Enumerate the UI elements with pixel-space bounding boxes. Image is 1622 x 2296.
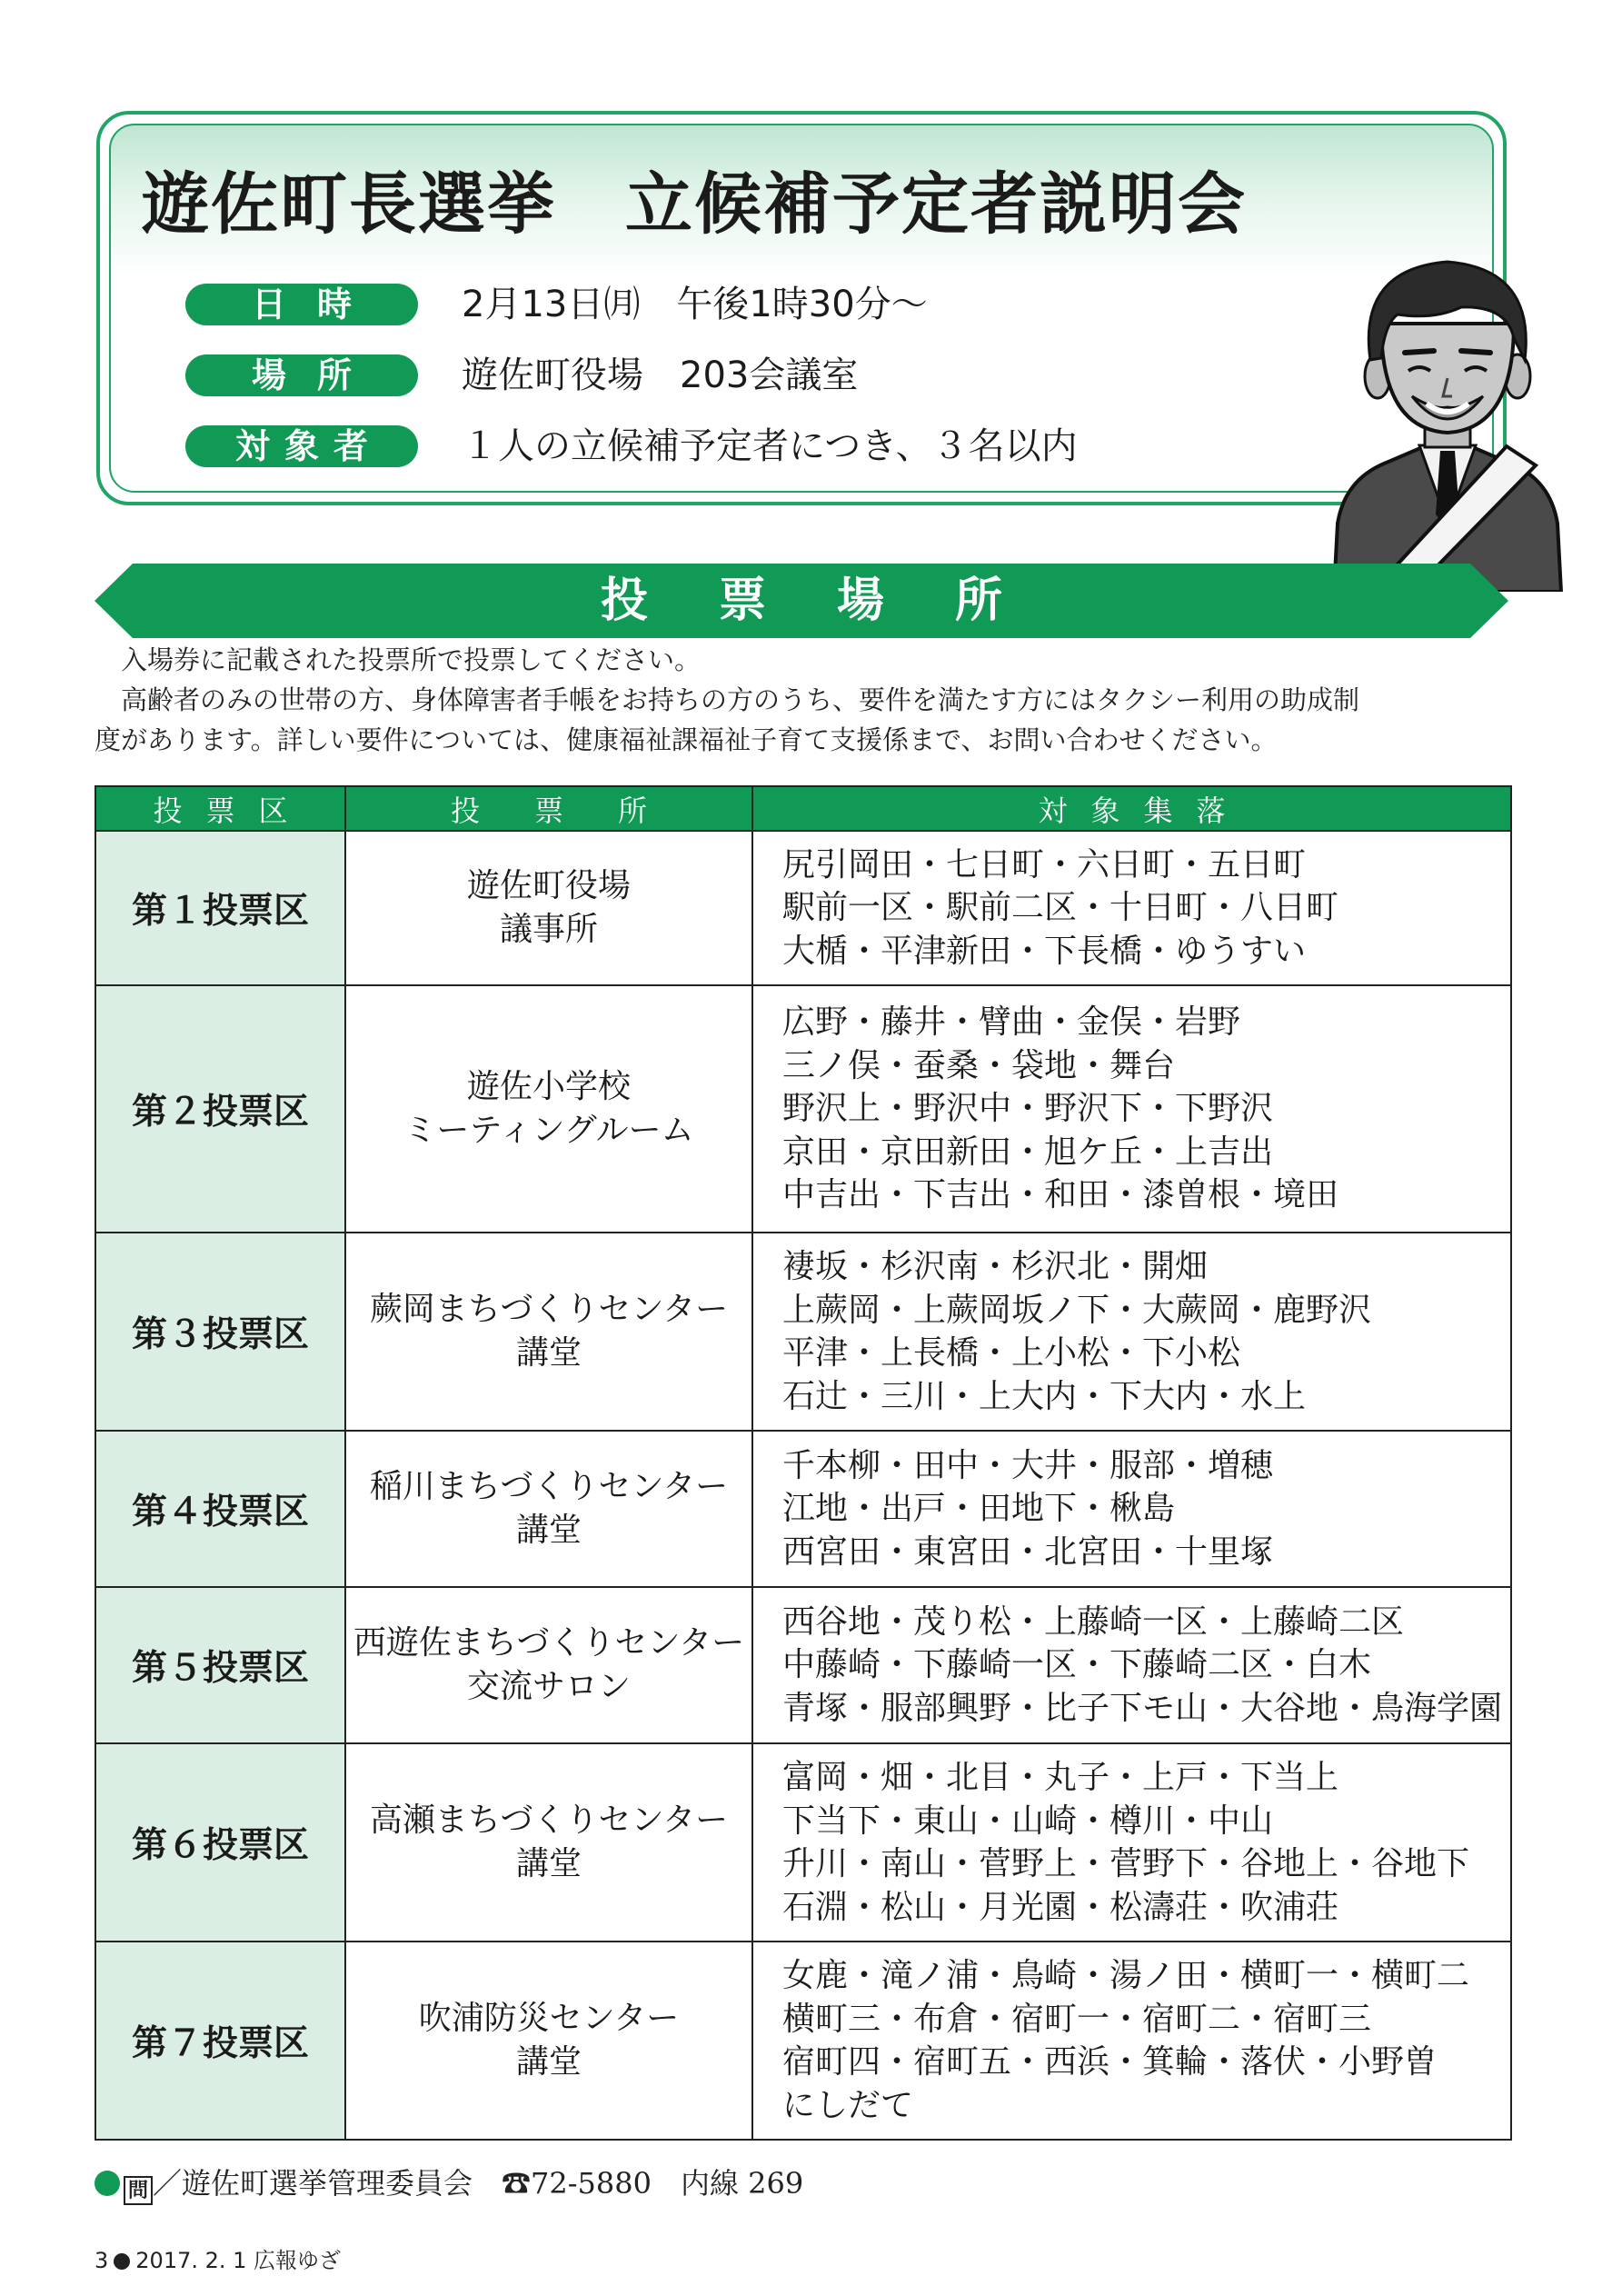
area-line: 三ノ俣・蚕桑・袋地・舞台 [782,1046,1176,1084]
area-line: 女鹿・滝ノ浦・鳥崎・湯ノ田・横町一・横町二 [782,1957,1470,1994]
place-room: 講堂 [515,2043,582,2081]
area-line: 青塚・服部興野・比子下モ山・大谷地・鳥海学園 [782,1689,1503,1727]
area-line: 中吉出・下吉出・和田・漆曽根・境田 [782,1176,1339,1214]
area-line: 江地・出戸・田地下・楸島 [782,1490,1176,1528]
area-line: 千本柳・田中・大井・服部・増穂 [782,1446,1274,1484]
section-title: 投票場所 [600,574,1073,628]
intro-line-2: 高齢者のみの世帯の方、身体障害者手帳をお持ちの方のうち、要件を満たす方にはタクシー利用の助成制 [95,684,1360,715]
area-line: 富岡・畑・北目・丸子・上戸・下当上 [782,1759,1339,1796]
bullet-dot-icon [114,2253,130,2270]
area-line: 京田・京田新田・旭ケ丘・上吉出 [782,1133,1274,1171]
page-number: 3 [95,2248,109,2273]
area-line: 褄坂・杉沢南・杉沢北・開畑 [782,1248,1209,1285]
area-line: 大楯・平津新田・下長橋・ゆうすい [782,932,1307,970]
area-line: 横町三・布倉・宿町一・宿町二・宿町三 [782,2000,1372,2038]
place-room: 講堂 [515,1334,582,1372]
place-name: 遊佐小学校 [466,1068,631,1105]
table-header-row [95,786,1511,831]
district-cell: 第１投票区 [95,831,345,985]
contact-info [95,2165,803,2205]
area-line: 駅前一区・駅前二区・十日町・八日町 [782,889,1339,927]
candidate-with-sash-icon [1325,251,1570,592]
place-cell [345,831,752,985]
areas-cell [752,1942,1511,2140]
place-cell [345,1233,752,1431]
district-cell: 第４投票区 [95,1431,345,1587]
label-place: 場所 [185,354,418,396]
place-cell [345,985,752,1233]
header-place: 投票所 [345,786,752,831]
area-line: 升川・南山・菅野上・菅野下・谷地上・谷地下 [782,1845,1470,1882]
table-row [95,1587,1511,1743]
area-line: 宿町四・宿町五・西浜・箕輪・落伏・小野曽 [782,2043,1438,2081]
areas-cell [752,831,1511,985]
area-line: 尻引岡田・七日町・六日町・五日町 [782,845,1307,883]
issue-info: 2017. 2. 1 広報ゆざ [135,2248,342,2273]
place-name: 遊佐町役場 [466,867,631,904]
area-line: 野沢上・野沢中・野沢下・下野沢 [782,1090,1274,1128]
areas-cell [752,1233,1511,1431]
place-room: ミーティングルーム [403,1112,694,1149]
table-row [95,985,1511,1233]
place-name: 高瀬まちづくりセンター [369,1802,729,1839]
district-cell: 第２投票区 [95,985,345,1233]
header-district: 投票区 [95,786,345,831]
place-name: 稲川まちづくりセンター [369,1468,729,1505]
table-row [95,1743,1511,1942]
value-date: 2月13日㈪ 午後1時30分～ [462,284,928,325]
table-row [95,1942,1511,2140]
header-areas: 対象集落 [752,786,1511,831]
page-footer [95,2247,341,2274]
areas-cell [752,1431,1511,1587]
district-cell: 第５投票区 [95,1587,345,1743]
briefing-inner [109,124,1494,493]
polling-place-table [95,785,1512,2141]
place-room: 交流サロン [466,1668,631,1705]
label-audience: 対象者 [185,425,418,467]
area-line: 下当下・東山・山崎・樽川・中山 [782,1802,1274,1840]
briefing-box [96,111,1507,505]
briefing-title: 遊佐町長選挙 立候補予定者説明会 [142,165,1247,244]
place-room: 議事所 [499,911,598,948]
place-cell [345,1587,752,1743]
table-row [95,831,1511,985]
section-banner [95,564,1508,638]
area-line: 中藤崎・下藤崎一区・下藤崎二区・白木 [782,1646,1372,1684]
area-line: 石淵・松山・月光園・松濤荘・吹浦荘 [782,1888,1339,1926]
areas-cell [752,985,1511,1233]
district-cell: 第７投票区 [95,1942,345,2140]
table-row [95,1233,1511,1431]
label-date: 日時 [185,284,418,325]
intro-line-1: 入場券に記載された投票所で投票してください。 [95,644,702,675]
area-line: 広野・藤井・臂曲・金俣・岩野 [782,1003,1241,1042]
place-name: 蕨岡まちづくりセンター [369,1291,729,1328]
place-cell [345,1431,752,1587]
place-cell [345,1743,752,1942]
area-line: 西谷地・茂り松・上藤崎一区・上藤崎二区 [782,1602,1405,1641]
area-line: 石辻・三川・上大内・下大内・水上 [782,1377,1307,1415]
district-cell: 第６投票区 [95,1743,345,1942]
value-audience: １人の立候補予定者につき、３名以内 [462,425,1078,467]
area-line: 平津・上長橋・上小松・下小松 [782,1334,1241,1372]
place-name: 吹浦防災センター [418,2000,680,2037]
area-line: 上蕨岡・上蕨岡坂ノ下・大蕨岡・鹿野沢 [782,1291,1372,1329]
area-line: にしだて [782,2086,914,2124]
green-dot-icon [95,2171,120,2196]
intro-line-3: 度があります。詳しい要件については、健康福祉課福祉子育て支援係まで、お問い合わせください。 [95,724,1278,755]
place-room: 講堂 [515,1845,582,1882]
table-row [95,1431,1511,1587]
district-cell: 第３投票区 [95,1233,345,1431]
area-line: 西宮田・東宮田・北宮田・十里塚 [782,1532,1274,1571]
areas-cell [752,1743,1511,1942]
areas-cell [752,1587,1511,1743]
place-cell [345,1942,752,2140]
contact-text: ／遊佐町選挙管理委員会 ☎72-5880 内線 269 [153,2166,804,2201]
value-place: 遊佐町役場 203会議室 [462,354,859,396]
place-room: 講堂 [515,1512,582,1549]
inquiry-mark: 問 [124,2176,153,2205]
place-name: 西遊佐まちづくりセンター [353,1624,745,1662]
